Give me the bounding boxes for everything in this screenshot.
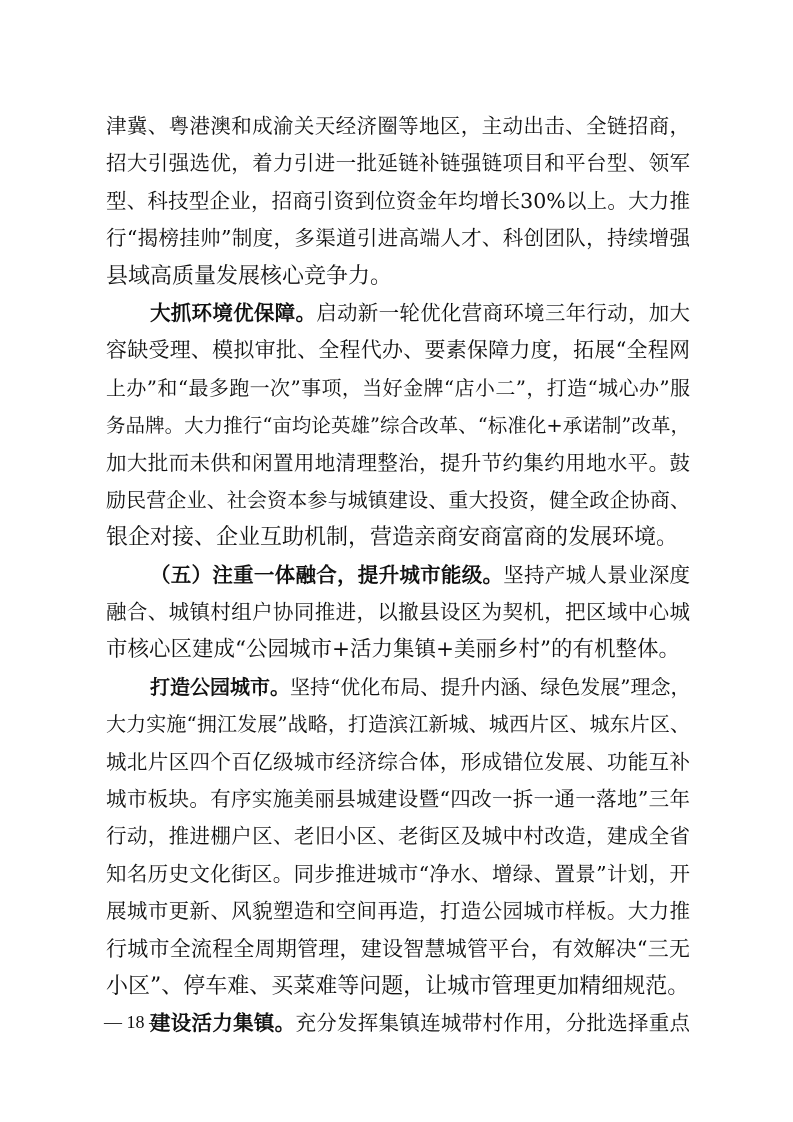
- text-line: 型、科技型企业，招商引资到位资金年均增长30%以上。大力推: [106, 188, 690, 213]
- text-line: 务品牌。大力推行“亩均论英雄”综合改革、“标准化+承诺制”改革，: [106, 414, 690, 438]
- text-line: 招大引强选优，着力引进一批延链补链强链项目和平台型、领军: [106, 151, 690, 176]
- text-run: 充分发挥集镇连城带村作用，分批选择重点: [295, 1011, 691, 1036]
- text-line: 行“揭榜挂帅”制度，多渠道引进高端人才、科创团队，持续增强: [106, 226, 690, 251]
- text-line: 市核心区建成“公园城市+活力集镇+美丽乡村”的有机整体。: [106, 637, 681, 663]
- paragraph-first-line: [106, 669, 690, 706]
- text-line: 大力实施“拥江发展”战略，打造滨江新城、城西片区、城东片区、: [106, 712, 690, 737]
- text-run: 启动新一轮优化营商环境三年行动，加大: [316, 300, 691, 325]
- body-text: [106, 108, 690, 1043]
- text-line: 励民营企业、社会资本参与城镇建设、重大投资，健全政企协商、: [106, 487, 690, 512]
- text-line: 小区”、停车难、买菜难等问题，让城市管理更加精细规范。: [106, 973, 690, 999]
- text-line: 容缺受理、模拟审批、全程代办、要素保障力度，拓展“全程网: [106, 338, 690, 363]
- paragraph-first-line: [106, 557, 690, 594]
- text-line: 展城市更新、风貌塑造和空间再造，打造公园城市样板。大力推: [106, 899, 690, 924]
- text-line: 县域高质量发展核心竞争力。: [106, 263, 393, 289]
- section-heading: （五）注重一体融合，提升城市能级。: [150, 562, 504, 587]
- section-heading: 大抓环境优保障。: [150, 300, 317, 325]
- text-line: 行城市全流程全周期管理，建设智慧城管平台，有效解决“三无: [106, 936, 690, 961]
- text-line: 城北片区四个百亿级城市经济综合体，形成错位发展、功能互补: [106, 749, 690, 774]
- paragraph-first-line: [106, 1005, 690, 1042]
- section-heading: 建设活力集镇。: [150, 1011, 296, 1036]
- paragraph-first-line: [106, 295, 690, 332]
- text-run: 坚持产城人景业深度: [503, 562, 691, 587]
- text-line: 融合、城镇村组户协同推进，以撤县设区为契机，把区域中心城: [106, 600, 690, 625]
- text-line: 行动，推进棚户区、老旧小区、老街区及城中村改造，建成全省: [106, 824, 690, 849]
- section-heading: 打造公园城市。: [150, 674, 290, 699]
- text-line: 知名历史文化街区。同步推进城市“净水、增绿、置景”计划，开: [106, 861, 690, 886]
- text-line: 银企对接、企业互助机制，营造亲商安商富商的发展环境。: [106, 525, 679, 551]
- page-number: — 18 —: [104, 1012, 167, 1032]
- text-line: 城市板块。有序实施美丽县城建设暨“四改一拆一通一落地”三年: [106, 787, 690, 812]
- text-line: 津冀、粤港澳和成渝关天经济圈等地区，主动出击、全链招商，: [106, 114, 690, 138]
- text-run: 坚持“优化布局、提升内涵、绿色发展”理念，: [290, 674, 691, 699]
- text-line: 加大批而未供和闲置用地清理整治，提升节约集约用地水平。鼓: [106, 450, 690, 475]
- text-line: 上办”和“最多跑一次”事项，当好金牌“店小二”，打造“城心办”服: [106, 375, 690, 400]
